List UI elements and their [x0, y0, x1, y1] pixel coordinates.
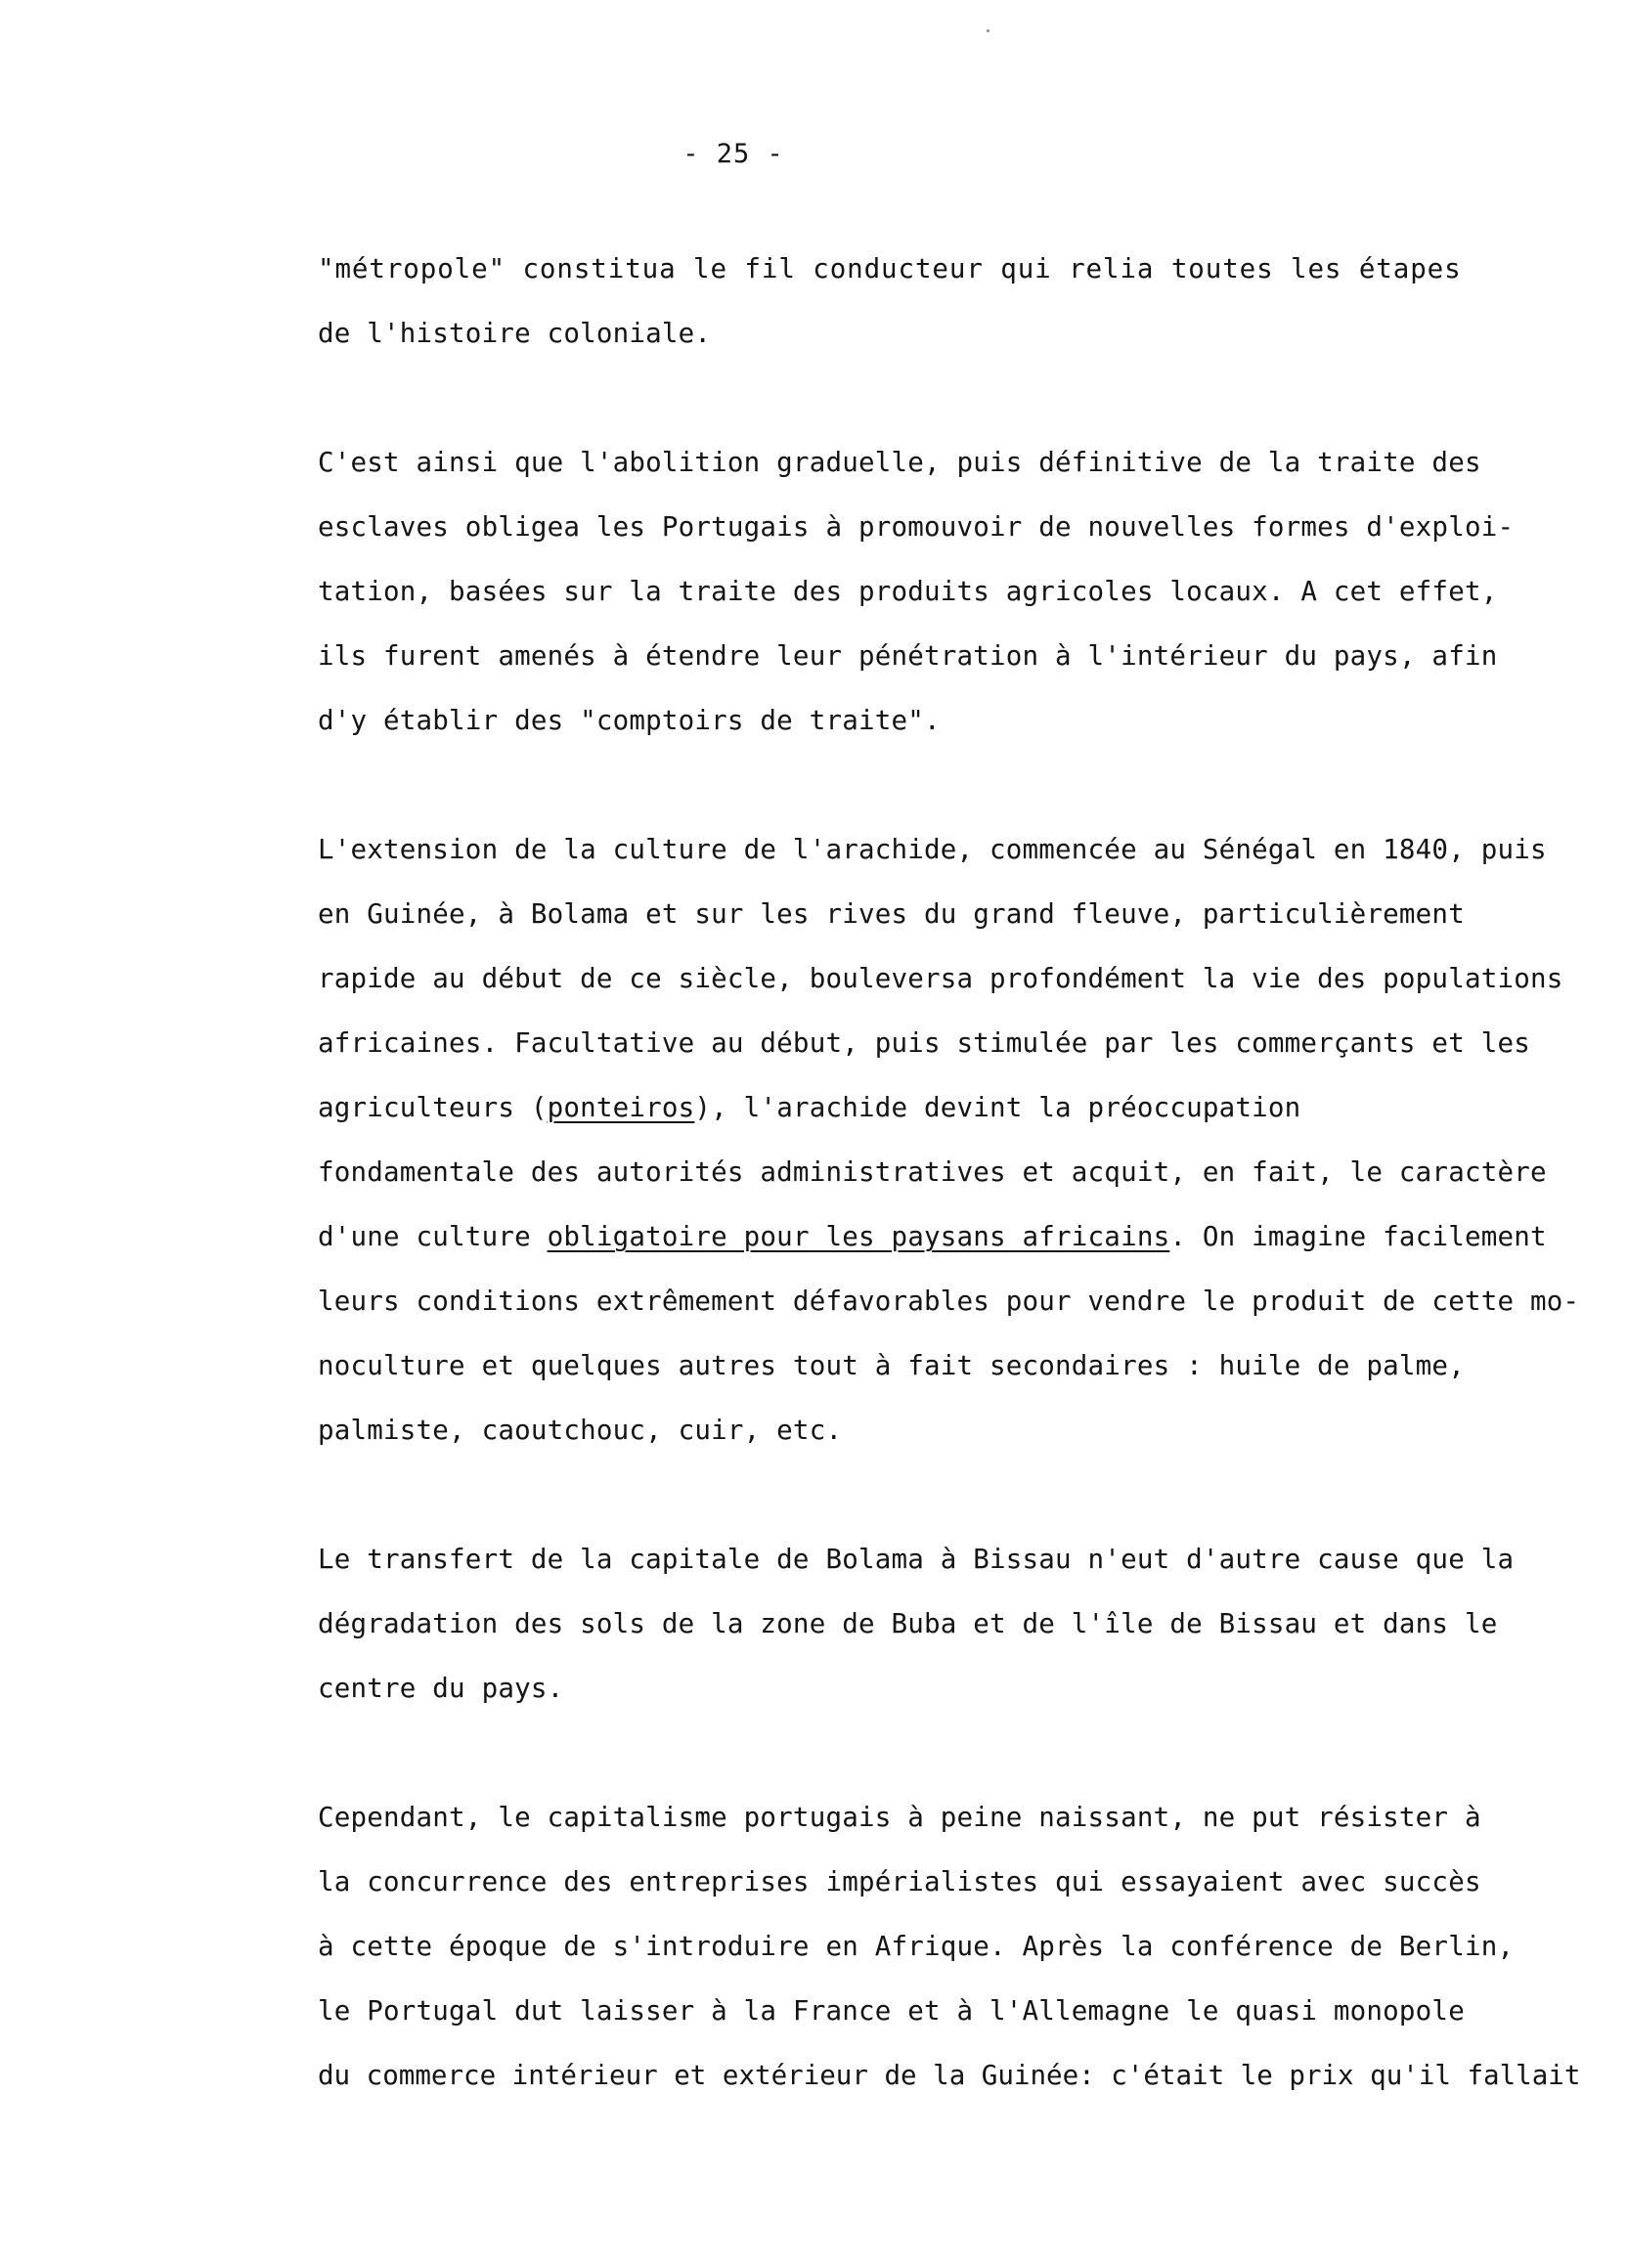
text-line: la concurrence des entreprises impérialistes qui essayaient avec succès — [318, 1866, 1481, 1897]
text-line: ils furent amenés à étendre leur pénétration à l'intérieur du pays, afin — [318, 640, 1498, 672]
text-segment: ), l'arachide devint la préoccupation — [694, 1092, 1301, 1123]
text-line: en Guinée, à Bolama et sur les rives du grand fleuve, particulièrement — [318, 898, 1465, 930]
text-line: le Portugal dut laisser à la France et à l'Allemagne le quasi monopole — [318, 1995, 1465, 2027]
text-line: "métropole" constitua le fil conducteur qui relia toutes les étapes — [318, 253, 1462, 284]
text-line: centre du pays. — [318, 1673, 564, 1704]
text-line: Cependant, le capitalisme portugais à peine naissant, ne put résister à — [318, 1802, 1481, 1833]
text-line: à cette époque de s'introduire en Afrique. Après la conférence de Berlin, — [318, 1931, 1515, 1962]
text-line: L'extension de la culture de l'arachide, commencée au Sénégal en 1840, puis — [318, 834, 1547, 865]
text-line: dégradation des sols de la zone de Buba et de l'île de Bissau et dans le — [318, 1608, 1498, 1639]
underlined-phrase: obligatoire pour les paysans africains — [547, 1221, 1170, 1252]
text-line: fondamentale des autorités administratives et acquit, en fait, le caractère — [318, 1156, 1547, 1188]
text-segment: d'une culture — [318, 1221, 548, 1252]
underlined-term: ponteiros — [547, 1092, 695, 1123]
text-line — [318, 1221, 1547, 1252]
page-number: - 25 - — [682, 139, 784, 169]
text-line: leurs conditions extrêmement défavorables pour vendre le produit de cette mo- — [318, 1286, 1580, 1317]
text-line: palmiste, caoutchouc, cuir, etc. — [318, 1415, 843, 1446]
text-line: de l'histoire coloniale. — [318, 318, 712, 349]
text-line: Le transfert de la capitale de Bolama à Bissau n'eut d'autre cause que la — [318, 1544, 1515, 1575]
text-line: d'y établir des "comptoirs de traite". — [318, 705, 941, 736]
text-line: C'est ainsi que l'abolition graduelle, puis définitive de la traite des — [318, 447, 1481, 478]
text-line: tation, basées sur la traite des produits agricoles locaux. A cet effet, — [318, 576, 1498, 607]
text-line: esclaves obligea les Portugais à promouvoir de nouvelles formes d'exploi- — [318, 511, 1515, 543]
text-segment: agriculteurs ( — [318, 1092, 548, 1123]
text-line: du commerce intérieur et extérieur de la Guinée: c'était le prix qu'il fallait — [318, 2060, 1581, 2091]
text-line — [318, 1092, 1301, 1123]
text-segment: . On imagine facilement — [1169, 1221, 1547, 1252]
text-line: noculture et quelques autres tout à fait secondaires : huile de palme, — [318, 1350, 1465, 1381]
text-line: rapide au début de ce siècle, bouleversa profondément la vie des populations — [318, 963, 1563, 994]
scan-speck — [987, 29, 989, 32]
text-line: africaines. Facultative au début, puis stimulée par les commerçants et les — [318, 1027, 1530, 1059]
